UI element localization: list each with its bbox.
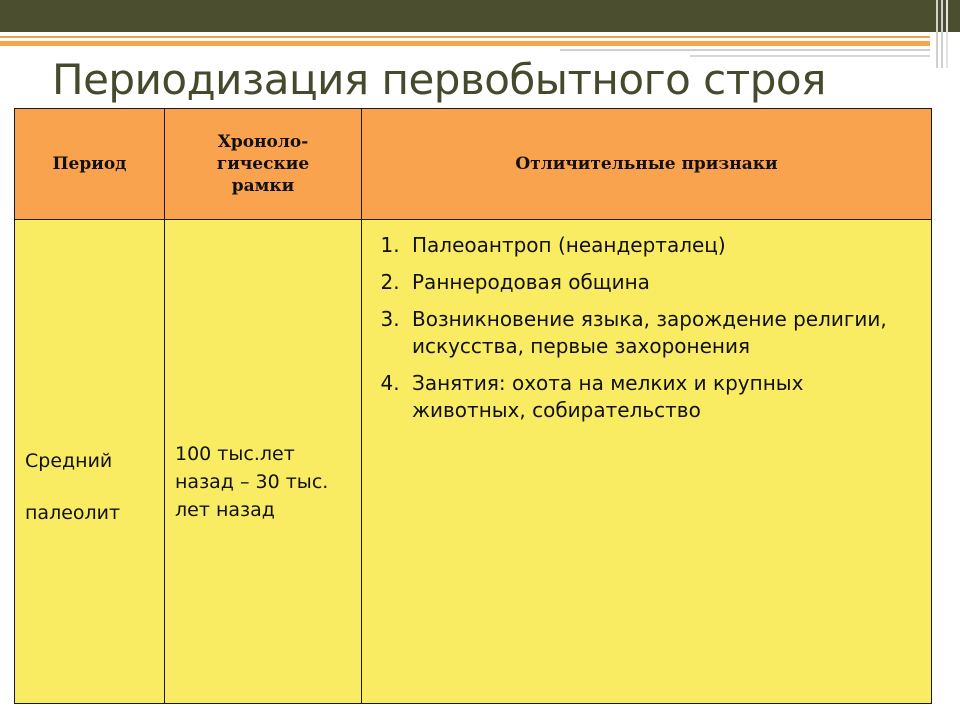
decorative-stripe <box>560 49 930 51</box>
cell-chronology: 100 тыс.лет назад – 30 тыс. лет назад <box>165 220 362 704</box>
decorative-stripe <box>0 36 930 38</box>
header-period: Период <box>15 109 165 220</box>
corner-decoration <box>941 0 943 68</box>
feature-item: 2. Раннеродовая община <box>406 269 921 296</box>
decorative-stripe <box>0 41 930 46</box>
corner-decoration <box>946 0 948 68</box>
cell-period <box>15 220 165 704</box>
features-list <box>370 232 921 424</box>
slide-title: Периодизация первобытного строя <box>52 55 826 104</box>
table-header-row <box>15 109 932 220</box>
corner-decoration <box>936 0 938 68</box>
header-chronology-text: Хроноло- гические рамки <box>216 132 310 196</box>
cell-features <box>362 220 932 704</box>
table-row <box>15 220 932 704</box>
feature-item: 1. Палеоантроп (неандерталец) <box>406 232 921 259</box>
feature-item: 3. Возникновение языка, зарождение религии, искусства, первые захоронения <box>406 306 921 360</box>
top-decoration-bar <box>0 0 960 32</box>
header-features: Отличительные признаки <box>362 109 932 220</box>
periodization-table <box>14 108 932 704</box>
period-name-line2: палеолит <box>25 501 121 524</box>
header-chronology <box>165 109 362 220</box>
period-name-line1: Средний <box>25 449 113 472</box>
feature-item: 4. Занятия: охота на мелких и крупных животных, собирательство <box>406 370 921 424</box>
